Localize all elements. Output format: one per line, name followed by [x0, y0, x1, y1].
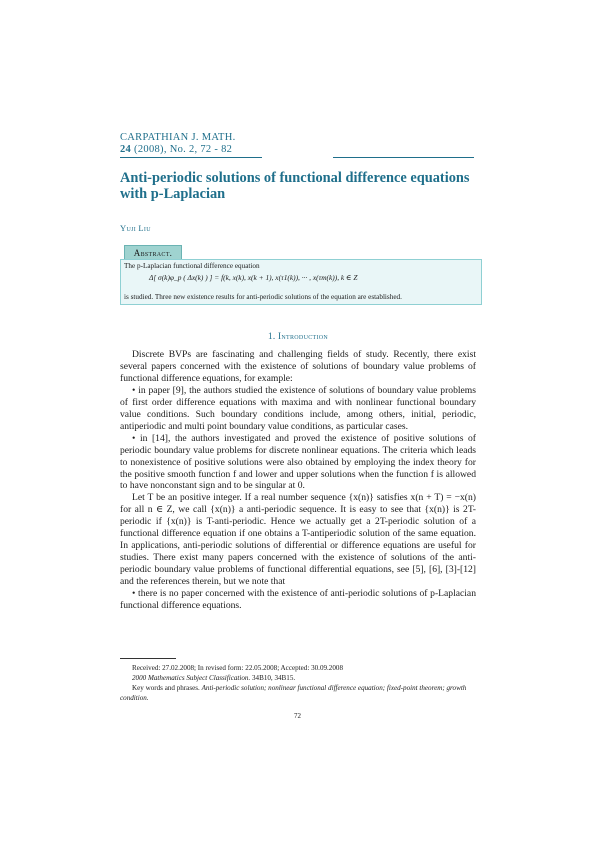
paragraph: • in paper [9], the authors studied the existence of solutions of boundary value problems of first order difference equations with maxima and with nonlinear functional boundary value conditions. Such boundary conditions include, among others, initial, periodic, antiperiodic and multi point boundary value conditions, as particular cases.	[120, 384, 476, 432]
paragraph: • there is no paper concerned with the existence of anti-periodic solutions of p-Laplacian functional difference equations.	[120, 588, 476, 612]
body-text	[120, 349, 476, 612]
paragraph: • in [14], the authors investigated and proved the existence of positive solutions of periodic boundary value problems for discrete nonlinear equations. The criteria which leads to nonexistence of positive solutions were also obtained by employing the index theory for the positive smooth function f and lower and upper solutions when the function f is allowed to have nonconstant sign and to be singular at 0.	[120, 432, 476, 492]
journal-name: CARPATHIAN J. MATH.	[120, 132, 236, 143]
abstract-line-3: is studied. Three new existence results for anti-periodic solutions of the equation are established.	[124, 293, 402, 301]
journal-issue-pages: (2008), No. 2, 72 - 82	[134, 144, 233, 155]
paragraph: Discrete BVPs are fascinating and challenging fields of study. Recently, there exist several papers concerned with the existence of solutions of boundary value problems of functional difference equations, for example:	[120, 349, 476, 384]
paper-title: Anti-periodic solutions of functional difference equations with p-Laplacian	[120, 170, 470, 202]
msc-label: 2000 Mathematics Subject Classification.	[132, 674, 251, 682]
journal-header	[120, 132, 236, 156]
keywords	[120, 683, 482, 703]
section-heading: 1. Introduction	[267, 331, 329, 341]
header-rule-left	[120, 157, 262, 158]
abstract-label: Abstract.	[124, 245, 182, 261]
received-dates: Received: 27.02.2008; In revised form: 22.05.2008; Accepted: 30.09.2008	[132, 664, 343, 672]
abstract-box	[120, 259, 482, 305]
keywords-label: Key words and phrases.	[132, 684, 200, 692]
keywords-text: Anti-periodic solution; nonlinear functional difference equation; fixed-point theorem; growth condition.	[120, 684, 467, 702]
abstract-equation: Δ[ σ(k)φ_p ( Δx(k) ) ] = f(k, x(k), x(k + 1), x(τ1(k)), ··· , x(τm(k)), k ∈ Z	[149, 273, 358, 282]
footnote-rule	[120, 658, 176, 659]
paragraph: Let T be an positive integer. If a real number sequence {x(n)} satisfies x(n + T) = −x(n) for all n ∈ Z, we call {x(n)} a anti-periodic sequence. It is easy to see that {x(n)} is 2T-periodic if {x(n)} is T-anti-periodic. Hence we actually get a 2T-periodic solution of a functional difference equation if one obtains a T-antiperiodic solution of the same equation. In applications, anti-periodic solutions of differential or difference equations are useful for studies. There exist many papers concerned with the existence of solutions of the anti-periodic boundary value problems of functional differential equations, see [5], [6], [3]-[12] and the references therein, but we note that	[120, 492, 476, 588]
journal-issue	[120, 144, 236, 156]
journal-volume: 24	[120, 144, 132, 155]
footnotes	[120, 663, 482, 703]
page-number: 72	[294, 712, 301, 720]
msc-classification	[120, 673, 482, 683]
msc-codes: 34B10, 34B15.	[252, 674, 296, 682]
abstract-line-1: The p-Laplacian functional difference equation	[124, 262, 260, 270]
header-rule-right	[333, 157, 474, 158]
author-name: Yuji Liu	[120, 223, 151, 233]
